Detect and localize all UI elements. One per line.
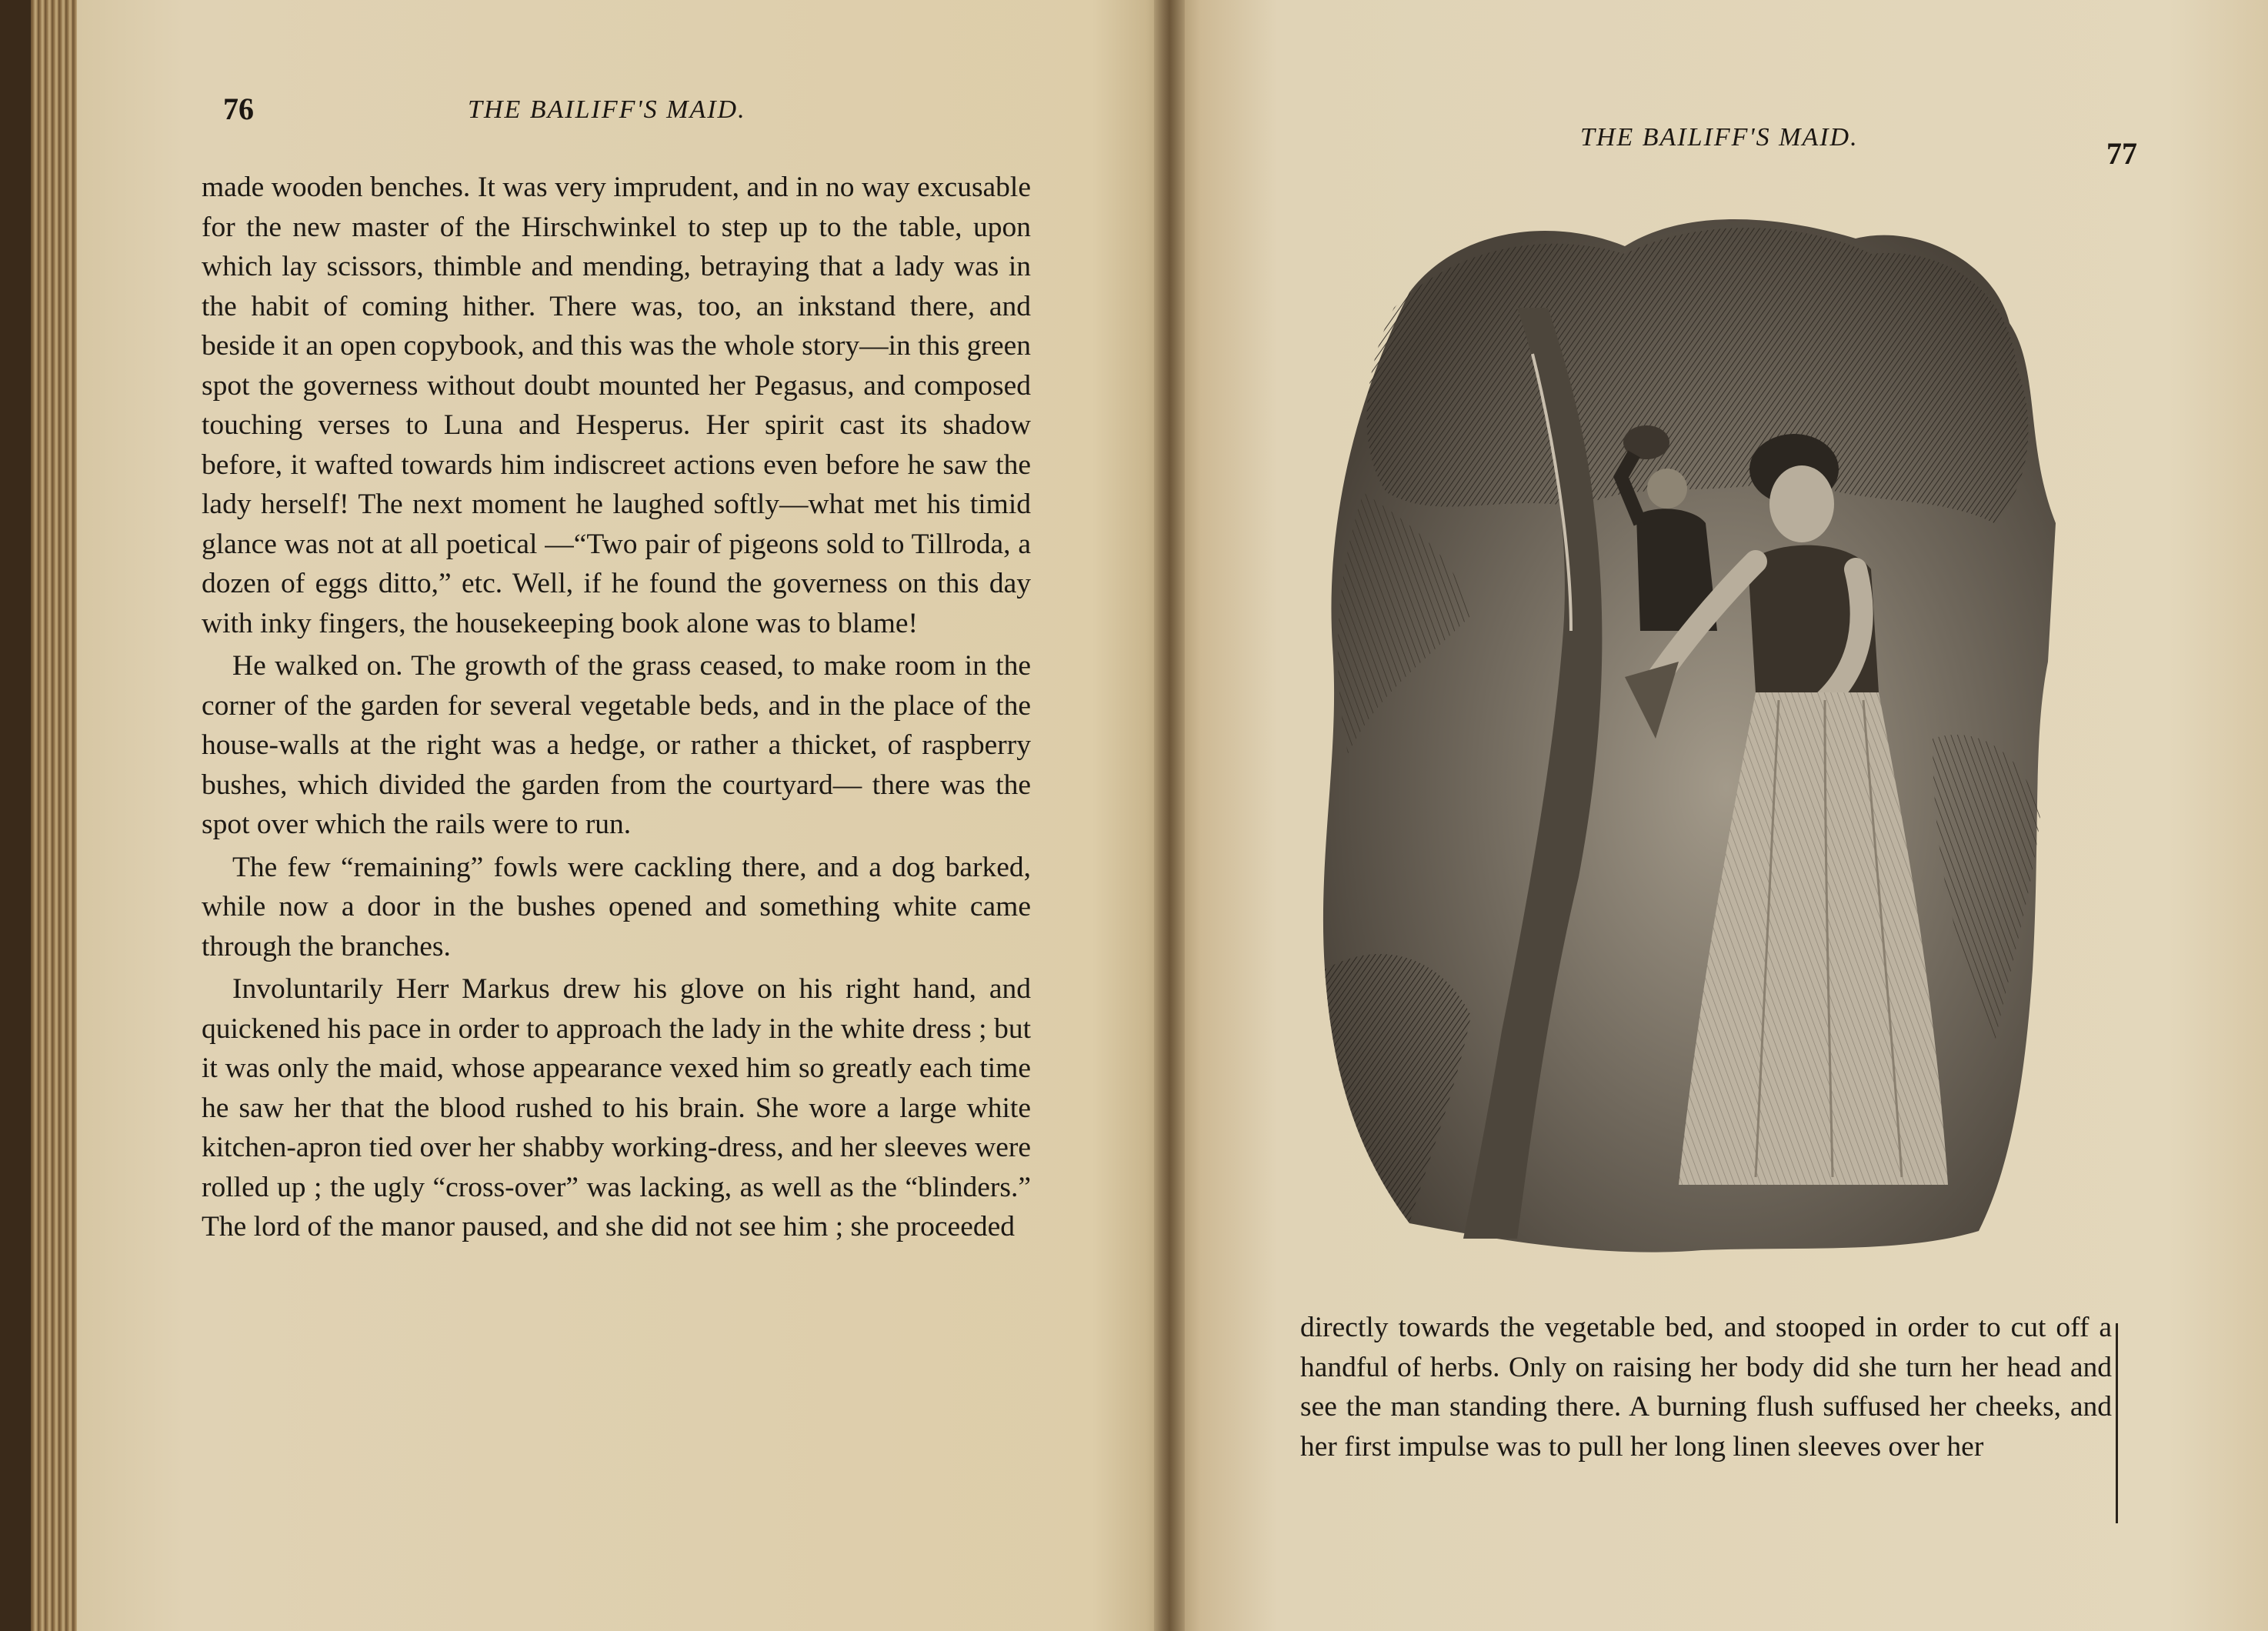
paragraph: He walked on. The growth of the grass ceased, to make room in the corner of the garden for several vegetable beds, and in the place of the house-walls at the right was a hedge, or rather a thicket, of raspberry bushes, which divided the garden from the courtyard— there was the spot over which the rails were to run. <box>202 650 1031 840</box>
paragraph: directly towards the vegetable bed, and stooped in order to cut off a handful of herbs. Only on raising her body did she turn her head and see the man standing there. A burning flush suffused her cheeks, and her first impulse was to pull her long linen sleeves over her <box>1300 1312 2112 1463</box>
paragraph: Involuntarily Herr Markus drew his glove on his right hand, and quickened his pace in order to approach the lady in the white dress ; but it was only the maid, whose appearance vexed him so greatly each time he saw her that the blood rushed to his brain. She wore a large white kitchen-apron tied over her shabby working-dress, and her sleeves were rolled up ; the ugly “cross-over” was lacking, as well as the “blinders.” The lord of the manor paused, and she did not see him ; she proceeded <box>202 973 1031 1242</box>
page-edges <box>31 0 77 1631</box>
engraving-illustration <box>1317 200 2056 1258</box>
tree-canopy <box>1367 228 2029 523</box>
paragraph: The few “remaining” fowls were cackling there, and a dog barked, while now a door in the bushes opened and something white came through the branches. <box>202 851 1031 962</box>
book-gutter <box>1154 0 1185 1631</box>
right-running-head: THE BAILIFF'S MAID. <box>1580 123 1859 152</box>
paragraph: made wooden benches. It was very imprudent, and in no way excusable for the new master of the Hirschwinkel to step up to the table, upon which lay scissors, thimble and mending, betraying that a lady was in the habit of coming hither. There was, too, an inkstand there, and beside it an open copybook, and this was the whole story—in this green spot the governess without doubt mounted her Pegasus, and composed touching verses to Luna and Hesperus. Her spirit cast its shadow before, it wafted towards him indiscreet actions even before he saw the lady herself! The next moment he laughed softly—what met his timid glance was not at all poetical —“Two pair of pigeons sold to Tillroda, a dozen of eggs ditto,” etc. Well, if he found the governess on this day with inky fingers, the housekeeping book alone was to blame! <box>202 172 1031 639</box>
left-page-body <box>202 168 1031 1247</box>
right-page-number: 77 <box>2106 136 2137 171</box>
right-page-body <box>1300 1308 2112 1466</box>
left-page-number: 76 <box>223 92 254 126</box>
margin-rule <box>2116 1323 2118 1523</box>
left-running-head: THE BAILIFF'S MAID. <box>468 95 746 124</box>
